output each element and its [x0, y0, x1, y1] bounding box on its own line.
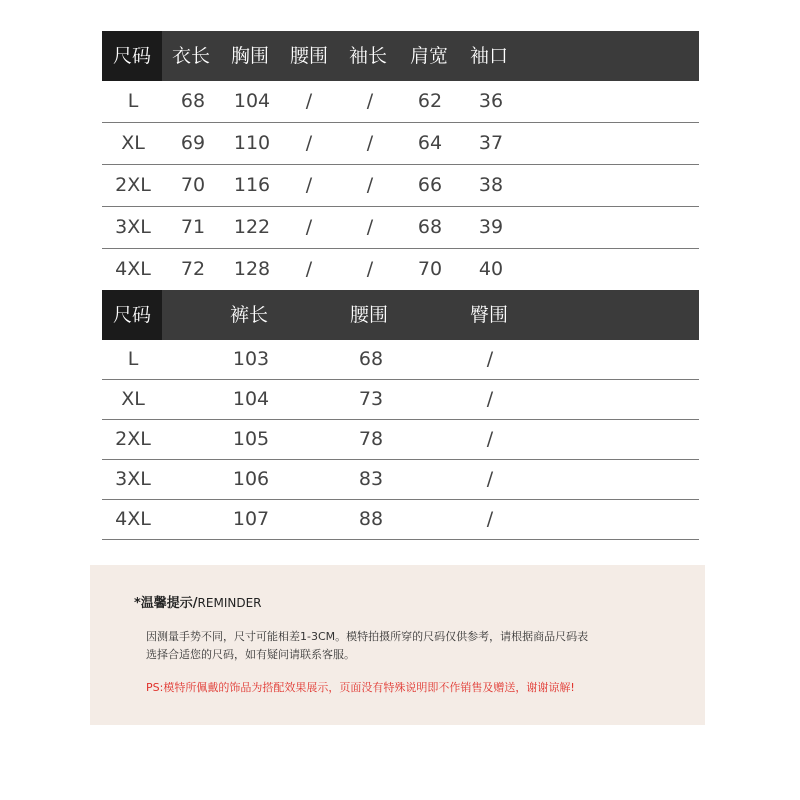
cell-pants-length: 105 — [232, 428, 270, 450]
top-table-header — [102, 31, 699, 81]
header-shoulder: 肩宽 — [410, 45, 449, 67]
header-length: 衣长 — [172, 45, 211, 67]
header-sleeve-length: 袖长 — [349, 45, 388, 67]
cell-waist: / — [305, 132, 313, 154]
cell-length: 69 — [180, 132, 206, 154]
reminder-text-line-1: 因测量手势不同，尺寸可能相差1-3CM。模特拍摄所穿的尺码仅供参考，请根据商品尺码表 — [146, 630, 589, 643]
cell-cuff: 37 — [478, 132, 504, 154]
reminder-title-en: REMINDER — [197, 596, 262, 610]
cell-pants-length: 104 — [232, 388, 270, 410]
header-chest: 胸围 — [231, 45, 270, 67]
bottom-table-header — [102, 290, 699, 340]
reminder-ps-note: PS:模特所佩戴的饰品为搭配效果展示，页面没有特殊说明即不作销售及赠送，谢谢谅解! — [146, 681, 575, 694]
cell-length: 72 — [180, 258, 206, 280]
cell-size: XL — [121, 132, 145, 154]
cell-waist: / — [305, 258, 313, 280]
cell-sleeve-length: / — [366, 132, 374, 154]
cell-hip: / — [486, 508, 494, 530]
cell-sleeve-length: / — [366, 216, 374, 238]
header-waist: 腰围 — [290, 45, 329, 67]
cell-shoulder: 64 — [417, 132, 443, 154]
cell-cuff: 40 — [478, 258, 504, 280]
header-size: 尺码 — [113, 304, 152, 326]
table-row — [102, 420, 699, 460]
reminder-text-line-2: 选择合适您的尺码，如有疑问请联系客服。 — [146, 648, 355, 661]
reminder-title — [134, 592, 262, 611]
table-row — [102, 207, 699, 249]
table-row — [102, 380, 699, 420]
cell-size: 3XL — [115, 468, 151, 490]
cell-length: 68 — [180, 90, 206, 112]
cell-waist: 88 — [358, 508, 384, 530]
top-size-table — [102, 31, 699, 291]
cell-chest: 116 — [233, 174, 271, 196]
cell-size: XL — [121, 388, 145, 410]
reminder-title-cn: *温馨提示/ — [134, 596, 198, 611]
cell-size: 3XL — [115, 216, 151, 238]
header-pants-length: 裤长 — [230, 304, 269, 326]
cell-shoulder: 70 — [417, 258, 443, 280]
cell-cuff: 39 — [478, 216, 504, 238]
cell-sleeve-length: / — [366, 174, 374, 196]
table-row — [102, 165, 699, 207]
cell-waist: 73 — [358, 388, 384, 410]
cell-chest: 104 — [233, 90, 271, 112]
table-row — [102, 460, 699, 500]
header-size: 尺码 — [113, 45, 152, 67]
cell-cuff: 38 — [478, 174, 504, 196]
cell-chest: 122 — [233, 216, 271, 238]
table-row — [102, 500, 699, 540]
header-waist: 腰围 — [350, 304, 389, 326]
cell-shoulder: 68 — [417, 216, 443, 238]
cell-size: 2XL — [115, 174, 151, 196]
cell-waist: 78 — [358, 428, 384, 450]
table-row — [102, 249, 699, 291]
cell-waist: 68 — [358, 348, 384, 370]
header-hip: 臀围 — [470, 304, 509, 326]
cell-shoulder: 66 — [417, 174, 443, 196]
cell-waist: 83 — [358, 468, 384, 490]
cell-hip: / — [486, 468, 494, 490]
cell-shoulder: 62 — [417, 90, 443, 112]
cell-pants-length: 103 — [232, 348, 270, 370]
cell-hip: / — [486, 348, 494, 370]
cell-size: 4XL — [115, 258, 151, 280]
cell-pants-length: 106 — [232, 468, 270, 490]
table-row — [102, 123, 699, 165]
header-cuff: 袖口 — [470, 45, 509, 67]
cell-length: 70 — [180, 174, 206, 196]
cell-size: L — [127, 348, 139, 370]
cell-size: 2XL — [115, 428, 151, 450]
cell-chest: 110 — [233, 132, 271, 154]
table-row — [102, 340, 699, 380]
cell-pants-length: 107 — [232, 508, 270, 530]
cell-size: 4XL — [115, 508, 151, 530]
cell-hip: / — [486, 428, 494, 450]
cell-cuff: 36 — [478, 90, 504, 112]
cell-waist: / — [305, 174, 313, 196]
reminder-box — [90, 565, 705, 725]
cell-size: L — [127, 90, 139, 112]
cell-chest: 128 — [233, 258, 271, 280]
cell-length: 71 — [180, 216, 206, 238]
bottom-size-table — [102, 290, 699, 540]
cell-waist: / — [305, 216, 313, 238]
cell-sleeve-length: / — [366, 258, 374, 280]
cell-hip: / — [486, 388, 494, 410]
cell-waist: / — [305, 90, 313, 112]
table-row — [102, 81, 699, 123]
cell-sleeve-length: / — [366, 90, 374, 112]
